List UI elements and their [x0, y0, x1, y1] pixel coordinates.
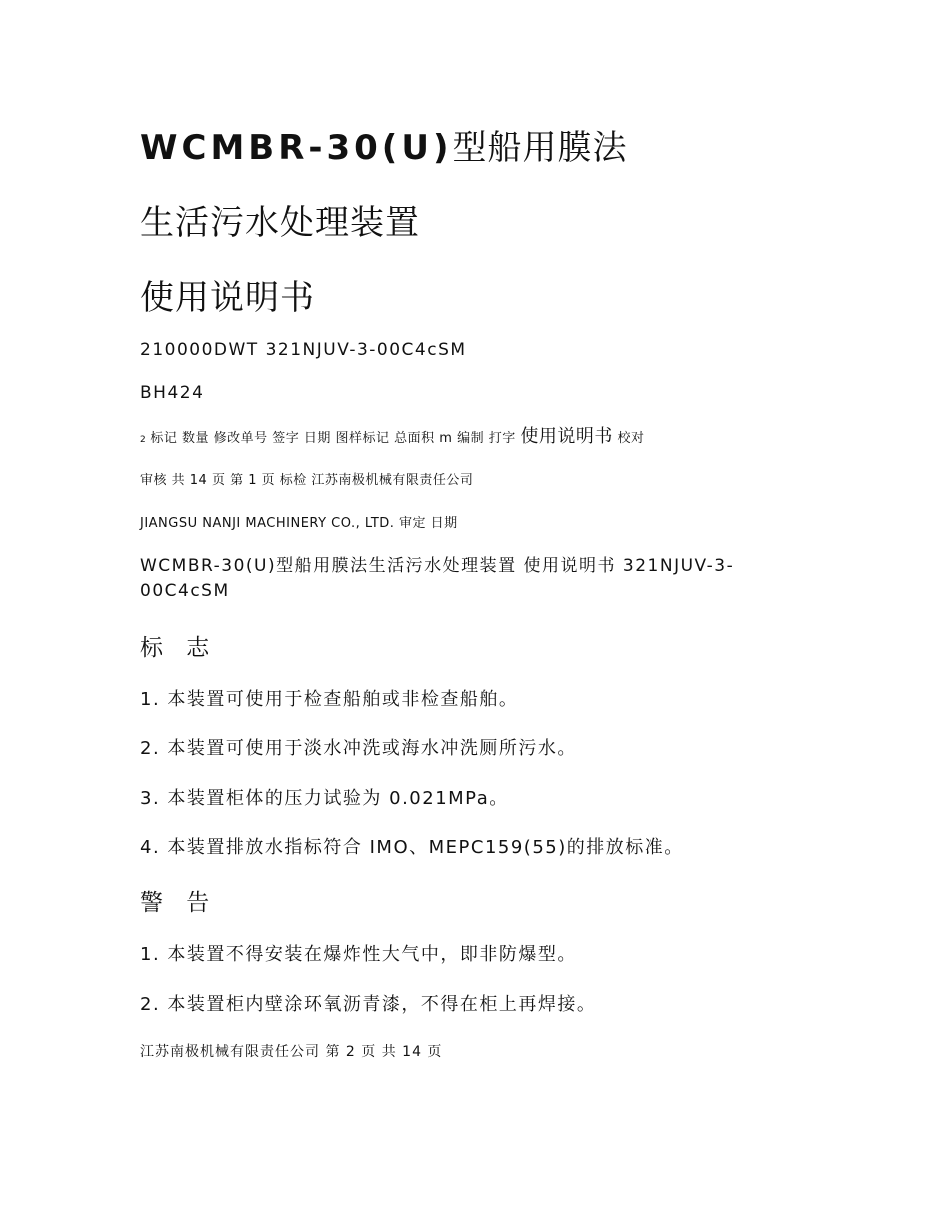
bh-code: BH424 [140, 383, 205, 403]
title-block-document-name: 使用说明书 [520, 426, 613, 447]
warning-item: 2. 本装置柜内壁涂环氧沥青漆，不得在柜上再焊接。 [140, 994, 597, 1015]
model-number: WCMBR-30(U) [140, 128, 453, 168]
title-line-1-rest: 型船用膜法 [452, 128, 628, 168]
document-title-line-3: 使用说明书 [140, 278, 315, 318]
title-block-check-label: 校对 [617, 431, 645, 446]
marks-item: 1. 本装置可使用于检查船舶或非检查船舶。 [140, 689, 519, 710]
title-block-row-3: JIANGSU NANJI MACHINERY CO., LTD. 审定 日期 [140, 516, 458, 531]
document-title-line-2: 生活污水处理装置 [140, 203, 420, 243]
title-block-row-1 [140, 426, 645, 451]
marks-item: 3. 本装置柜体的压力试验为 0.021MPa。 [140, 788, 509, 809]
marks-item: 2. 本装置可使用于淡水冲洗或海水冲洗厕所污水。 [140, 738, 577, 759]
warning-heading: 警 告 [140, 890, 218, 916]
title-block-row-2: 审核 共 14 页 第 1 页 标检 江苏南极机械有限责任公司 [140, 473, 474, 488]
document-title-line-1 [140, 128, 628, 168]
revision-number: 2 [140, 435, 146, 445]
marks-heading: 标 志 [140, 635, 218, 661]
warning-item: 1. 本装置不得安装在爆炸性大气中，即非防爆型。 [140, 944, 577, 965]
document-code-line: 210000DWT 321NJUV-3-00C4cSM [140, 340, 467, 360]
page-footer: 江苏南极机械有限责任公司 第 2 页 共 14 页 [140, 1044, 443, 1060]
title-block-fields: 标记 数量 修改单号 签字 日期 图样标记 总面积 m 编制 打字 [150, 431, 516, 446]
title-block-row-4: WCMBR-30(U)型船用膜法生活污水处理装置 使用说明书 321NJUV-3-00C4cSM [140, 556, 735, 601]
marks-item: 4. 本装置排放水指标符合 IMO、MEPC159(55)的排放标准。 [140, 837, 684, 858]
